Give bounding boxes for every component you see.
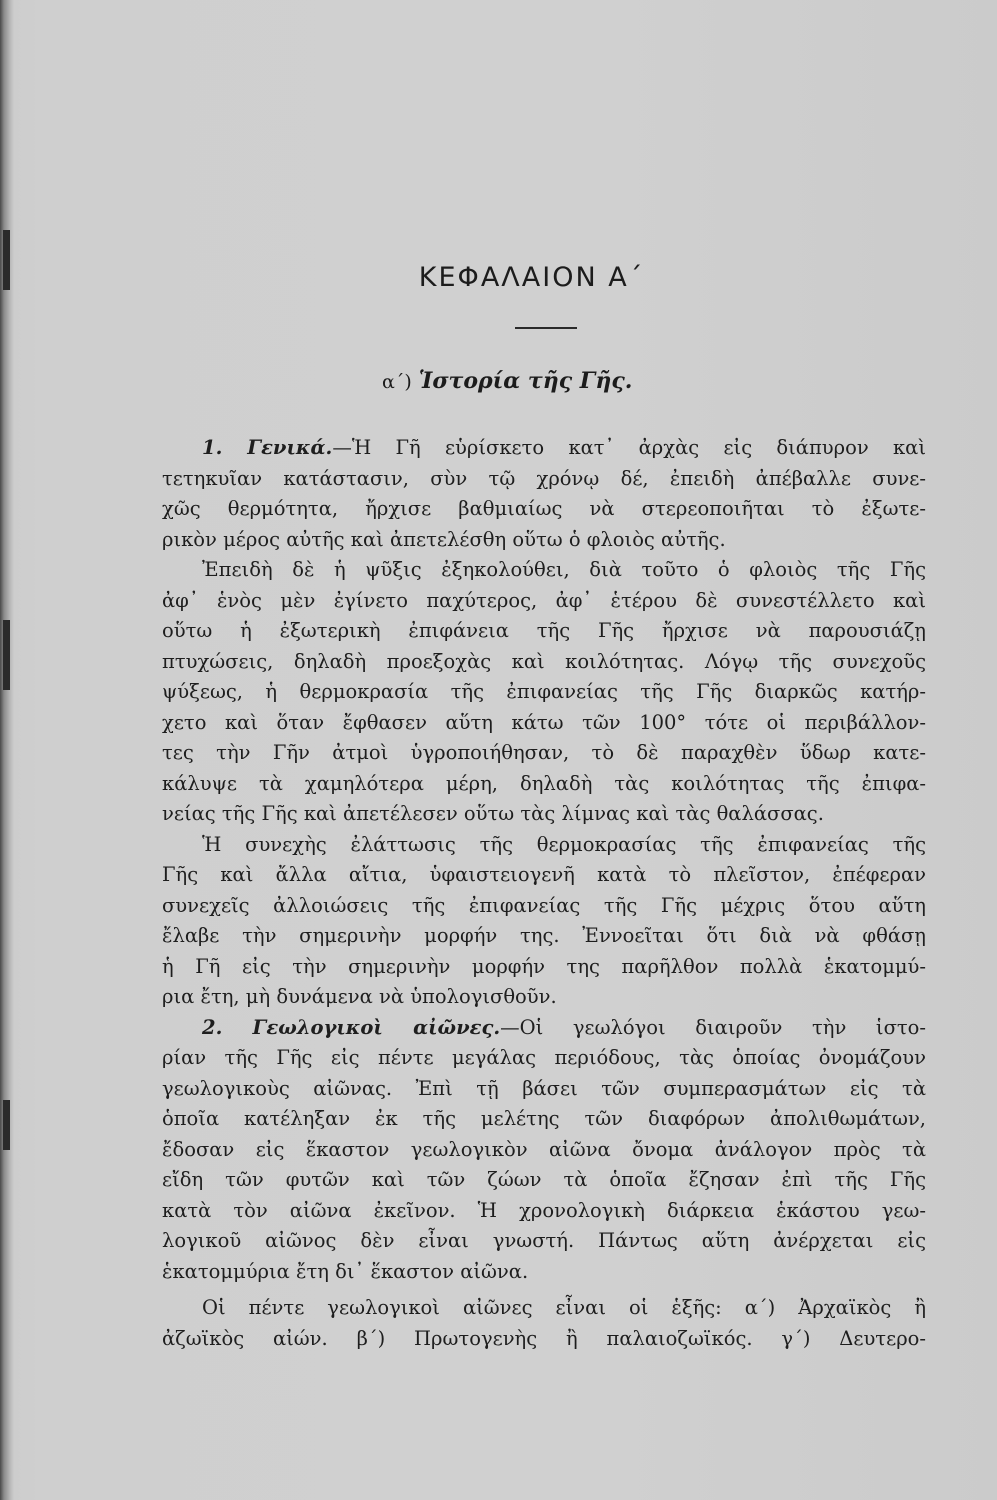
paragraph-line: ἀφ᾽ ἑνὸς μὲν ἐγίνετο παχύτερος, ἀφ᾽ ἑτέρου δὲ συνεστέλλετο καὶ [162,588,926,612]
paragraph-line: ἀζωϊκὸς αἰών. β΄) Πρωτογενὴς ἢ παλαιοζωϊκός. γ΄) Δευτερο- [162,1326,926,1350]
paragraph-line: λογικοῦ αἰῶνος δὲν εἶναι γνωστή. Πάντως αὕτη ἀνέρχεται εἰς [162,1229,926,1252]
paragraph-line: ρια ἔτη, μὴ δυνάμενα νὰ ὑπολογισθοῦν. [162,985,557,1008]
paragraph-line: ἡ Γῆ εἰς τὴν σημερινὴν μορφήν της παρῆλθον πολλὰ ἑκατομμύ- [162,954,926,978]
binding-edge [0,0,14,1500]
paragraph-line: ἔδοσαν εἰς ἕκαστον γεωλογικὸν αἰῶνα ὄνομα ἀνάλογον πρὸς τὰ [162,1137,926,1161]
paragraph-line: Γῆς καὶ ἄλλα αἴτια, ὑφαιστειογενῆ κατὰ τὸ πλεῖστον, ἐπέφεραν [162,863,926,886]
title-divider [515,327,577,329]
section-heading [382,368,632,394]
line-text: —Οἱ γεωλόγοι διαιροῦν τὴν ἱστο- [500,1015,926,1039]
binding-mark [3,1100,10,1150]
paragraph-line [162,433,926,464]
paragraph-line: εἴδη τῶν φυτῶν καὶ τῶν ζώων τὰ ὁποῖα ἔζησαν ἐπὶ τῆς Γῆς [162,1168,926,1191]
paragraph-line: ἔλαβε τὴν σημερινὴν μορφήν της. Ἐννοεῖται ὅτι διὰ νὰ φθάσῃ [162,924,926,947]
paragraph-line: συνεχεῖς ἀλλοιώσεις τῆς ἐπιφανείας τῆς Γῆς μέχρις ὅτου αὕτη [162,893,926,917]
paragraph-line: ὁποῖα κατέληξαν ἐκ τῆς μελέτης τῶν διαφόρων ἀπολιθωμάτων, [162,1107,926,1130]
paragraph-line: κάλυψε τὰ χαμηλότερα μέρη, δηλαδὴ τὰς κοιλότητας τῆς ἐπιφα- [162,771,926,795]
subsection-heading: 2. Γεωλογικοὶ αἰῶνες. [202,1015,501,1039]
paragraph-line: χῶς θερμότητα, ἤρχισε βαθμιαίως νὰ στερεοποιῆται τὸ ἐξωτε- [162,497,926,520]
paragraph-line: οὕτω ἡ ἐξωτερικὴ ἐπιφάνεια τῆς Γῆς ἤρχισε νὰ παρουσιάζῃ [162,619,926,642]
section-title: Ἱστορία τῆς Γῆς. [418,368,633,394]
paragraph-line: πτυχώσεις, δηλαδὴ προεξοχὰς καὶ κοιλότητας. Λόγῳ τῆς συνεχοῦς [162,649,926,673]
paragraph-line: ρικὸν μέρος αὐτῆς καὶ ἀπετελέσθη οὕτω ὁ φλοιὸς αὐτῆς. [162,527,726,551]
section-number: α΄) [382,371,412,393]
paragraph-line: ἑκατομμύρια ἔτη δι᾽ ἕκαστον αἰῶνα. [162,1259,529,1283]
paragraph-line: γεωλογικοὺς αἰῶνας. Ἐπὶ τῇ βάσει τῶν συμπερασμάτων εἰς τὰ [162,1076,926,1100]
paragraph-line [162,1013,926,1044]
paragraph-line: ρίαν τῆς Γῆς εἰς πέντε μεγάλας περιόδους, τὰς ὁποίας ὀνομάζουν [162,1046,926,1069]
paragraph-line: Ἡ συνεχὴς ἐλάττωσις τῆς θερμοκρασίας τῆς ἐπιφανείας τῆς [202,832,926,856]
paragraph-line: τες τὴν Γῆν ἀτμοὶ ὑγροποιήθησαν, τὸ δὲ παραχθὲν ὕδωρ κατε- [162,741,926,764]
paragraph-line: ψύξεως, ἡ θερμοκρασία τῆς ἐπιφανείας τῆς Γῆς διαρκῶς κατήρ- [162,680,926,703]
binding-mark [3,620,10,690]
subsection-heading: 1. Γενικά. [202,436,333,459]
paragraph-line: νείας τῆς Γῆς καὶ ἀπετέλεσεν οὕτω τὰς λίμνας καὶ τὰς θαλάσσας. [162,802,824,825]
body-text [162,433,926,1354]
paragraph-line: Ἐπειδὴ δὲ ἡ ψῦξις ἐξηκολούθει, διὰ τοῦτο ὁ φλοιὸς τῆς Γῆς [202,558,926,581]
paragraph-line: Οἱ πέντε γεωλογικοὶ αἰῶνες εἶναι οἱ ἑξῆς: α΄) Ἀρχαϊκὸς ἢ [202,1296,926,1319]
paragraph-line: τετηκυῖαν κατάστασιν, σὺν τῷ χρόνῳ δέ, ἐπειδὴ ἀπέβαλλε συνε- [162,466,926,490]
chapter-title: ΚΕΦΑΛΑΙΟΝ Α΄ [418,262,645,293]
paragraph-line: χετο καὶ ὅταν ἔφθασεν αὕτη κάτω τῶν 100° τότε οἱ περιβάλλον- [162,710,926,734]
paragraph-line: κατὰ τὸν αἰῶνα ἐκεῖνον. Ἡ χρονολογικὴ διάρκεια ἑκάστου γεω- [162,1198,926,1222]
line-text: —Ἡ Γῆ εὑρίσκετο κατ᾽ ἀρχὰς εἰς διάπυρον καὶ [332,436,926,459]
